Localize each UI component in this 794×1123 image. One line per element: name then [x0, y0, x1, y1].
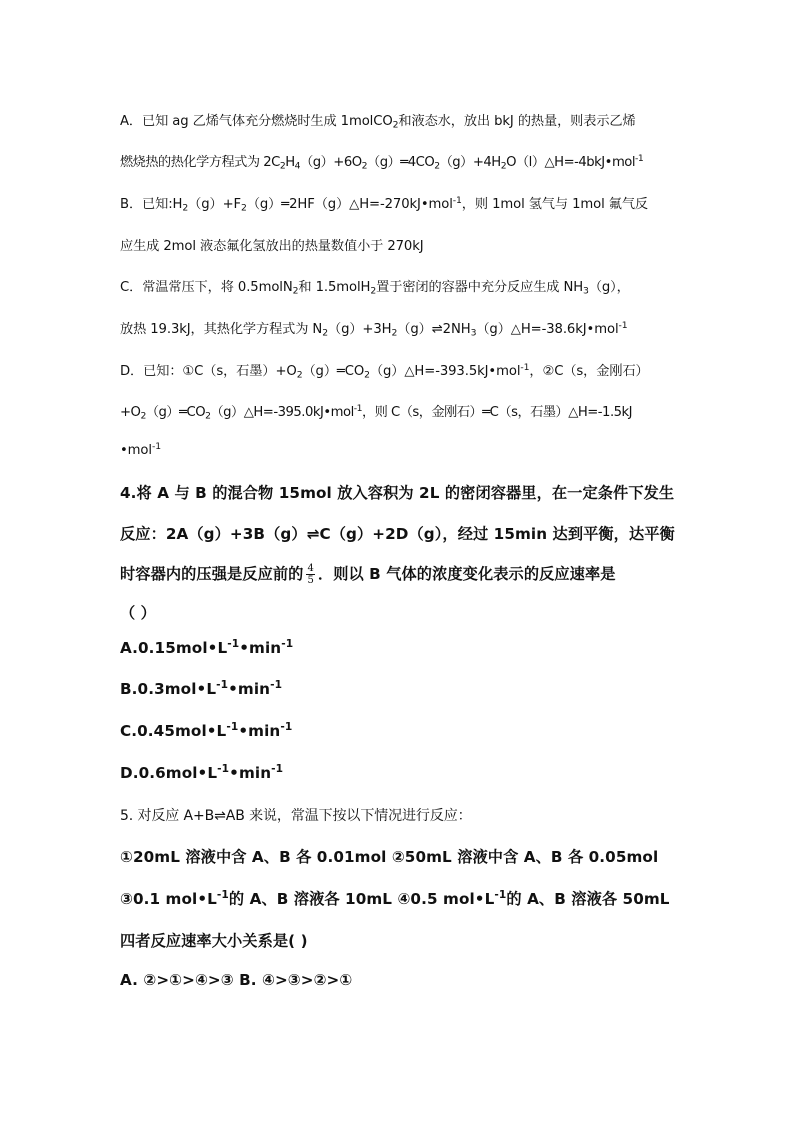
q3-option-d-line1: D．已知：①C（s，石墨）$+O_2(g)═CO_2(g)\triangle H=-393.5kJ•mol^{-1}$，②C（s，金刚石）: [120, 361, 649, 381]
q5-condition-line1: ①20mL 溶液中含 A、B 各 0.01mol ②50mL 溶液中含 A、B 各 0.05mol: [120, 848, 659, 866]
q3-option-c-line1: C．常温常压下，将 0.5molN$_2$和 1.5molH$_2$置于密闭的容器中充分反应生成 $NH_3(g)$，: [120, 280, 630, 297]
q5-question-line: 四者反应速率大小关系是( ): [120, 932, 308, 950]
q4-stem-line1: 4.将 A 与 B 的混合物 15mol 放入容积为 2L 的密闭容器里，在一定条件下发生: [120, 484, 675, 502]
q3-option-b-line1: B．已知$:H_2(g)+F_2(g)═2HF(g)\triangle H=-270kJ•mol^{-1}$，则 1mol 氢气与 1mol 氟气反: [120, 194, 649, 214]
q4-answer-blank: （ ）: [120, 604, 156, 622]
q5-condition-line2: ③0.1 $mol•L^{-1}$的 A、B 溶液各 10mL ④0.5 $mol•L^{-1}$的 A、B 溶液各 50mL: [120, 888, 670, 908]
q4-option-a: $A.0.15mol•L^{-1}•\min^{-1}$: [120, 637, 294, 657]
q3-option-a-line2: 燃烧热的热化学方程式为 $2C_2H_4(g)+6O_2(g)═4CO_2(g)+4H_2O(l)\triangle H=-4bkJ•mol^{-1}$: [120, 152, 644, 172]
q4-stem-line2: 反应：2A（g）+3B（g）⇌C（g）+2D（g），经过 15min 达到平衡，达平衡: [120, 525, 675, 543]
q4-option-b: $B.0.3mol•L^{-1}•\min^{-1}$: [120, 678, 283, 698]
fraction-four-fifths: $\frac{4}{5}$: [307, 563, 314, 586]
q3-option-d-line3: •mol$^{-1}$: [120, 440, 161, 458]
q4-option-d: $D.0.6mol•L^{-1}•\min^{-1}$: [120, 762, 284, 782]
q5-options-line: A. ②>①>④>③ B. ④>③>②>①: [120, 971, 353, 989]
q4-option-c: $C.0.45mol•L^{-1}•\min^{-1}$: [120, 720, 293, 740]
q3-option-c-line2: 放热 19.3kJ，其热化学方程式为 $N_2(g)+3H_2(g)\rightleftharpoons 2NH_3(g)\triangle H=-38.6kJ•mol^{-1}$: [120, 319, 628, 339]
q4-stem-line3: 时容器内的压强是反应前的 $\frac{4}{5}$ ．则以 B 气体的浓度变化表示的反应速率是: [120, 563, 616, 586]
q5-stem-line1: 5. 对反应 A+B⇌AB 来说，常温下按以下情况进行反应：: [120, 808, 472, 824]
q3-option-b-line2: 应生成 2mol 液态氟化氢放出的热量数值小于 270kJ: [120, 239, 424, 254]
q3-option-a-line1: A．已知 ag 乙烯气体充分燃烧时生成 1molCO$_2$和液态水，放出 bkJ 的热量，则表示乙烯: [120, 114, 636, 131]
q3-option-d-line2: $+O_2(g)═CO_2(g)\triangle H=-395.0kJ•mol^{-1}$，则 C（s，金刚石）═C（s，石墨）△H=-1.5kJ: [120, 402, 633, 422]
